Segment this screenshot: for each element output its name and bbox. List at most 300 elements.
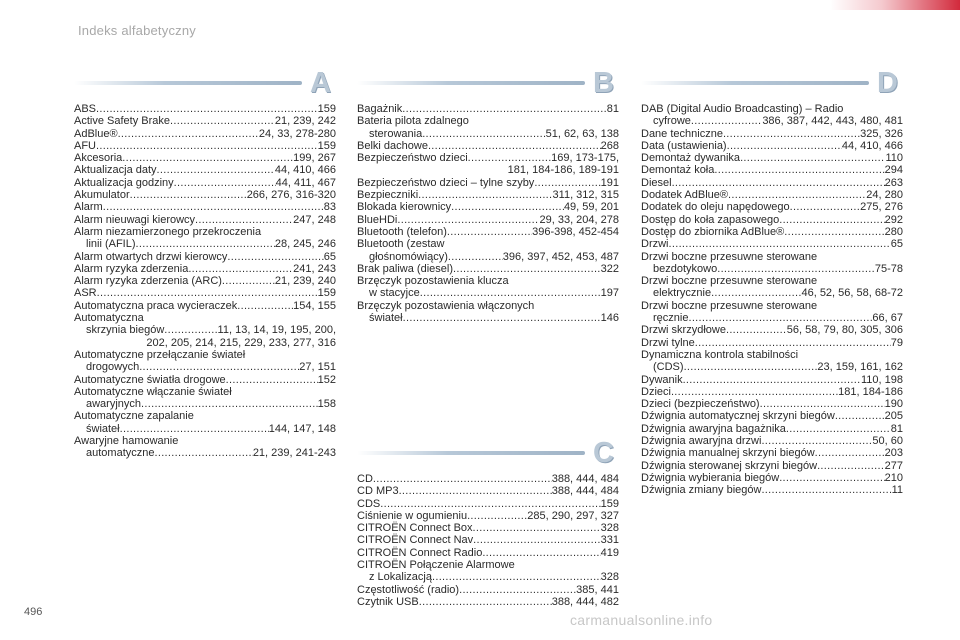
index-entry-pages: 146	[600, 312, 619, 325]
index-entry-label: ASR	[74, 287, 97, 300]
dot-leader	[786, 423, 891, 435]
dot-leader	[761, 484, 891, 496]
index-entry	[74, 189, 336, 201]
index-entry	[357, 140, 619, 152]
index-entry-pages: 46, 52, 56, 58, 68-72	[801, 287, 903, 300]
index-entry-pages: 56, 58, 79, 80, 305, 306	[786, 324, 903, 337]
index-entry-label: cyfrowe	[653, 115, 691, 128]
dot-leader	[815, 447, 885, 459]
dot-leader	[683, 374, 861, 386]
index-entry	[357, 287, 619, 299]
index-column-c	[357, 473, 619, 608]
index-entry	[357, 226, 619, 238]
index-entry	[357, 596, 619, 608]
heading-bar	[74, 81, 302, 85]
page-header-title: Indeks alfabetyczny	[78, 23, 196, 38]
index-entry	[74, 164, 336, 176]
index-entry	[74, 263, 336, 275]
index-entry-pages: 294	[884, 164, 903, 177]
index-entry	[641, 238, 903, 250]
index-entry	[357, 584, 619, 596]
index-entry-label: awaryjnych	[86, 398, 142, 411]
index-entry-pages: 144, 147, 148	[268, 422, 336, 435]
dot-leader	[453, 263, 601, 275]
index-entry-pages: 49, 59, 201	[563, 201, 619, 214]
index-entry-pages: 292	[884, 213, 903, 226]
dot-leader	[428, 140, 601, 152]
index-entry-label: Akcesoria	[74, 152, 123, 165]
index-entry-label: CD	[357, 473, 373, 485]
index-entry-pages: 285, 290, 297, 327	[527, 509, 619, 522]
dot-leader	[761, 435, 872, 447]
index-entry-label: AFU	[74, 139, 96, 152]
index-entry-pages: 154, 155	[293, 299, 336, 312]
index-entry-pages-continued: 202, 205, 214, 215, 229, 233, 277, 316	[146, 336, 336, 349]
index-entry	[641, 447, 903, 459]
index-entry-pages: 110	[885, 152, 903, 165]
index-entry-label: Blokada kierownicy	[357, 201, 452, 214]
index-entry-pages: 328	[600, 571, 619, 584]
index-entry-pages: 21, 239, 240	[274, 275, 336, 288]
section-heading-b	[357, 67, 619, 100]
dot-leader	[779, 214, 884, 226]
dot-leader	[139, 361, 299, 373]
index-entry	[641, 435, 903, 447]
index-entry-pages: 11, 13, 14, 19, 195, 200,	[217, 324, 336, 337]
index-entry	[641, 287, 903, 299]
dot-leader	[695, 337, 891, 349]
index-entry-pages: 191	[600, 176, 619, 189]
index-entry-label: z Lokalizacją	[369, 571, 432, 584]
dot-leader	[728, 189, 866, 201]
dot-leader	[422, 128, 545, 140]
dot-leader	[726, 324, 787, 336]
dot-leader	[779, 472, 884, 484]
dot-leader	[672, 177, 885, 189]
index-entry	[357, 251, 619, 263]
index-entry-pages: 280	[884, 225, 903, 238]
dot-leader	[784, 226, 884, 238]
index-entry	[641, 398, 903, 410]
index-entry-pages: 241, 243	[293, 262, 336, 275]
page-number: 496	[24, 606, 43, 618]
index-entry	[357, 177, 619, 189]
index-entry-pages: 388, 444, 484	[551, 473, 619, 485]
index-entry-label: w stacyjce	[369, 287, 420, 300]
dot-leader	[97, 287, 318, 299]
index-entry-label: Active Safety Brake	[74, 115, 170, 128]
index-entry	[357, 473, 619, 485]
index-entry	[74, 287, 336, 299]
index-entry-pages: 159	[317, 287, 336, 300]
index-entry-pages: 81	[606, 103, 619, 115]
index-entry	[641, 410, 903, 422]
index-entry-label: głośnomówiący)	[369, 250, 448, 263]
index-entry-label: CDS	[357, 497, 381, 510]
index-entry-label: CITROËN Connect Box	[357, 522, 473, 535]
dot-leader	[711, 287, 801, 299]
index-entry-pages: 266, 276, 316-320	[246, 189, 336, 202]
index-entry-pages: 385, 441	[576, 583, 619, 596]
index-entry	[74, 128, 336, 140]
dot-leader	[170, 115, 275, 127]
heading-letter: C	[593, 437, 614, 469]
dot-leader	[402, 103, 606, 115]
dot-leader	[835, 410, 885, 422]
dot-leader	[399, 485, 552, 497]
dot-leader	[380, 498, 600, 510]
index-entry	[641, 263, 903, 275]
dot-leader	[482, 547, 600, 559]
dot-leader	[227, 251, 323, 263]
index-entry	[357, 571, 619, 583]
index-entry-heading: Dynamiczna kontrola stabilności	[641, 348, 799, 361]
index-entry-pages: 51, 62, 63, 138	[545, 127, 619, 140]
index-entry-label: Aktualizacja godziny	[74, 176, 174, 189]
index-entry	[74, 214, 336, 226]
index-entry-label: bezdotykowo	[653, 262, 718, 275]
index-column-a	[74, 103, 336, 460]
index-entry-label: Automatyczne światła drogowe	[74, 373, 226, 386]
index-entry-pages: 419	[600, 546, 619, 559]
index-entry-label: sterowania	[369, 127, 423, 140]
index-entry	[641, 226, 903, 238]
index-entry-label: Drzwi	[641, 238, 669, 251]
index-entry-label: Drzwi tylne	[641, 336, 695, 349]
index-entry-pages: 190	[884, 398, 903, 411]
dot-leader	[671, 386, 838, 398]
index-entry-label: CITROËN Connect Nav	[357, 534, 474, 547]
index-entry-label: CITROËN Connect Radio	[357, 546, 483, 559]
index-entry-pages: 386, 387, 442, 443, 480, 481	[762, 115, 903, 128]
index-entry	[641, 128, 903, 140]
index-entry-heading: Brzęczyk pozostawienia klucza	[357, 275, 509, 288]
index-entry	[641, 386, 903, 398]
index-entry-label: Dźwignia manualnej skrzyni biegów	[641, 447, 815, 460]
dot-leader	[419, 596, 552, 608]
index-entry-label: Demontaż dywanika	[641, 152, 741, 165]
index-entry-pages: 23, 159, 161, 162	[817, 361, 903, 374]
index-entry-pages: 28, 245, 246	[274, 238, 336, 251]
index-entry-pages: 65	[323, 250, 336, 263]
index-entry-pages: 29, 33, 204, 278	[539, 213, 619, 226]
dot-leader	[468, 152, 551, 164]
index-entry	[641, 484, 903, 496]
dot-leader	[432, 571, 601, 583]
index-entry	[74, 300, 336, 312]
index-entry-label: Ciśnienie w ogumieniu	[357, 509, 468, 522]
dot-leader	[188, 263, 293, 275]
index-entry-label: Brak paliwa (diesel)	[357, 262, 453, 275]
index-entry	[641, 324, 903, 336]
index-entry-label: Aktualizacja daty	[74, 164, 157, 177]
index-entry-label: skrzynia biegów	[86, 324, 165, 337]
index-entry	[641, 214, 903, 226]
index-entry-pages: 205	[884, 410, 903, 423]
index-entry	[641, 460, 903, 472]
index-entry-label: automatyczne	[86, 447, 155, 460]
index-entry	[74, 152, 336, 164]
header-accent-bar	[830, 0, 960, 10]
index-entry-pages: 66, 67	[872, 312, 903, 325]
dot-leader	[447, 226, 532, 238]
index-entry	[641, 152, 903, 164]
index-entry-pages: 325, 326	[860, 127, 903, 140]
index-entry	[357, 312, 619, 324]
index-entry-pages: 21, 239, 242	[274, 115, 336, 128]
watermark-logo: carmanualsonline.info	[570, 612, 713, 628]
index-entry-label: Drzwi skrzydłowe	[641, 324, 726, 337]
index-entry-label: ABS	[74, 103, 97, 115]
heading-letter: A	[310, 67, 331, 99]
index-entry-pages: 197	[600, 287, 619, 300]
index-entry	[641, 164, 903, 176]
index-entry	[641, 472, 903, 484]
dot-leader	[691, 115, 762, 127]
index-entry-label: Belki dachowe	[357, 139, 428, 152]
index-entry-pages: 396, 397, 452, 453, 487	[502, 250, 619, 263]
dot-leader	[373, 473, 552, 485]
index-entry	[641, 189, 903, 201]
index-entry	[357, 498, 619, 510]
index-entry-label: linii (AFIL)	[86, 238, 136, 251]
index-entry-pages: 268	[600, 139, 619, 152]
index-entry	[641, 115, 903, 127]
index-entry-heading: Bluetooth (zestaw	[357, 238, 445, 251]
index-entry-pages: 21, 239, 241-243	[252, 447, 336, 460]
dot-leader	[130, 189, 247, 201]
heading-letter: D	[877, 67, 898, 99]
index-entry	[357, 510, 619, 522]
index-entry	[74, 238, 336, 250]
index-entry-label: Dzieci	[641, 385, 671, 398]
index-entry	[641, 423, 903, 435]
index-entry-label: Alarm otwartych drzwi kierowcy	[74, 250, 228, 263]
index-entry	[74, 201, 336, 213]
index-entry-pages: 24, 33, 278-280	[258, 127, 336, 140]
index-entry-label: Bluetooth (telefon)	[357, 225, 447, 238]
index-entry-heading: DAB (Digital Audio Broadcasting) – Radio	[641, 103, 844, 115]
dot-leader	[817, 460, 885, 472]
index-entry-label: AdBlue®	[74, 127, 118, 140]
index-entry-pages: 159	[600, 497, 619, 510]
index-entry	[357, 103, 619, 115]
dot-leader	[684, 361, 818, 373]
index-entry-label: Częstotliwość (radio)	[357, 583, 460, 596]
index-entry	[74, 374, 336, 386]
index-entry-label: Akumulator	[74, 189, 130, 202]
index-entry-label: (CDS)	[653, 361, 684, 374]
index-entry-pages: 396-398, 452-454	[532, 225, 619, 238]
index-entry-label: Dźwignia sterowanej skrzyni biegów	[641, 459, 818, 472]
index-entry-pages: 11	[891, 484, 903, 497]
dot-leader	[669, 238, 891, 250]
dot-leader	[740, 152, 885, 164]
index-entry-pages: 322	[600, 262, 619, 275]
dot-leader	[122, 152, 293, 164]
dot-leader	[473, 534, 600, 546]
index-entry-label: elektrycznie	[653, 287, 712, 300]
index-entry-pages: 388, 444, 482	[551, 595, 619, 608]
dot-leader	[420, 287, 601, 299]
index-entry	[74, 115, 336, 127]
index-entry-label: Dźwignia awaryjna drzwi	[641, 435, 762, 448]
dot-leader	[157, 164, 275, 176]
index-entry	[357, 522, 619, 534]
index-entry	[641, 361, 903, 373]
index-entry-label: Alarm	[74, 201, 103, 214]
index-entry	[357, 534, 619, 546]
dot-leader	[717, 263, 875, 275]
index-entry-pages: 328	[600, 522, 619, 535]
heading-bar	[357, 451, 585, 455]
index-entry-pages: 331	[600, 534, 619, 547]
index-entry-heading: Automatyczna	[74, 312, 144, 325]
index-entry	[641, 337, 903, 349]
index-entry	[357, 128, 619, 140]
index-entry-label: Alarm ryzyka zderzenia	[74, 262, 189, 275]
index-entry	[357, 214, 619, 226]
index-entry-pages: 110, 198	[860, 373, 903, 386]
index-entry	[357, 189, 619, 201]
index-entry	[74, 324, 336, 336]
index-entry-heading: Automatyczne przełączanie świateł	[74, 348, 246, 361]
index-entry-label: Bezpieczniki	[357, 189, 419, 202]
index-entry-heading: Drzwi boczne przesuwne sterowane	[641, 250, 818, 263]
index-entry-label: Dodatek AdBlue®	[641, 189, 728, 202]
dot-leader	[451, 201, 564, 213]
index-entry-pages: 83	[323, 201, 336, 214]
index-entry-label: BlueHDi	[357, 213, 398, 226]
dot-leader	[141, 398, 318, 410]
index-entry	[357, 263, 619, 275]
index-entry-pages: 181, 184-186	[838, 385, 903, 398]
index-entry-label: Dźwignia awaryjna bagażnika	[641, 422, 786, 435]
index-entry-heading: CITROËN Połączenie Alarmowe	[357, 559, 515, 572]
index-entry-pages: 388, 444, 484	[551, 485, 619, 498]
index-column-d	[641, 103, 903, 497]
dot-leader	[136, 238, 275, 250]
index-entry	[74, 447, 336, 459]
index-entry-pages: 152	[317, 373, 336, 386]
index-entry-label: Diesel	[641, 176, 672, 189]
dot-leader	[727, 140, 842, 152]
index-entry-label: Dzieci (bezpieczeństwo)	[641, 398, 760, 411]
dot-leader	[237, 300, 293, 312]
index-entry-heading: Drzwi boczne przesuwne sterowane	[641, 299, 818, 312]
index-entry-pages: 24, 280	[866, 189, 903, 202]
index-entry	[357, 547, 619, 559]
index-entry-pages: 159	[317, 103, 336, 115]
index-entry-label: Dywanik	[641, 373, 683, 386]
heading-letter: B	[593, 67, 614, 99]
index-entry-label: Bezpieczeństwo dzieci	[357, 152, 468, 165]
index-entry-label: Bagażnik	[357, 103, 403, 115]
index-entry-label: świateł	[369, 312, 403, 325]
index-entry-label: Dodatek do oleju napędowego	[641, 201, 790, 214]
section-heading-a	[74, 67, 336, 100]
section-heading-c	[357, 437, 619, 470]
index-entry-label: drogowych	[86, 361, 140, 374]
index-entry-label: Dźwignia wybierania biegów	[641, 471, 780, 484]
index-entry	[641, 374, 903, 386]
index-entry-pages: 44, 410, 466	[274, 164, 336, 177]
index-entry	[74, 177, 336, 189]
index-entry	[74, 361, 336, 373]
index-entry	[74, 251, 336, 263]
dot-leader	[688, 312, 872, 324]
index-entry-label: Dźwignia zmiany biegów	[641, 484, 762, 497]
index-entry-pages: 169, 173-175,	[551, 152, 619, 165]
dot-leader	[226, 374, 318, 386]
index-entry-heading: Automatyczne włączanie świateł	[74, 385, 232, 398]
index-entry	[357, 152, 619, 164]
dot-leader	[534, 177, 600, 189]
section-heading-d	[641, 67, 903, 100]
dot-leader	[174, 177, 276, 189]
index-entry-pages: 159	[317, 139, 336, 152]
dot-leader	[120, 423, 269, 435]
index-entry-heading: Awaryjne hamowanie	[74, 435, 179, 448]
index-entry-pages: 203	[884, 447, 903, 460]
index-column-b	[357, 103, 619, 324]
index-entry-pages: 44, 411, 467	[275, 176, 336, 189]
index-entry-label: Data (ustawienia)	[641, 139, 727, 152]
index-entry-label: Bezpieczeństwo dzieci – tylne szyby	[357, 176, 535, 189]
index-entry	[641, 177, 903, 189]
index-entry	[641, 312, 903, 324]
dot-leader	[397, 214, 539, 226]
dot-leader	[154, 447, 252, 459]
dot-leader	[473, 522, 601, 534]
heading-bar	[641, 81, 869, 85]
index-entry-label: Alarm ryzyka zderzenia (ARC)	[74, 275, 222, 288]
index-entry	[357, 201, 619, 213]
dot-leader	[448, 251, 503, 263]
index-entry-pages: 247, 248	[293, 213, 336, 226]
index-entry	[641, 140, 903, 152]
dot-leader	[195, 214, 293, 226]
index-entry-pages-continued: 181, 184-186, 189-191	[507, 164, 619, 177]
index-entry	[641, 201, 903, 213]
index-entry-pages: 65	[890, 238, 903, 251]
index-entry-label: Dostęp do zbiornika AdBlue®	[641, 225, 785, 238]
index-entry-pages: 79	[890, 336, 903, 349]
index-entry-pages: 50, 60	[872, 435, 903, 448]
index-entry-pages: 27, 151	[299, 361, 336, 374]
index-entry-label: Dźwignia automatycznej skrzyni biegów	[641, 410, 835, 423]
dot-leader	[96, 140, 318, 152]
dot-leader	[467, 510, 527, 522]
dot-leader	[222, 275, 275, 287]
index-entry-pages: 311, 312, 315	[552, 189, 619, 202]
index-entry	[74, 103, 336, 115]
dot-leader	[459, 584, 576, 596]
index-entry-label: Alarm nieuwagi kierowcy	[74, 213, 196, 226]
index-entry-pages: 210	[884, 471, 903, 484]
index-entry-pages: 158	[317, 398, 336, 411]
index-entry-pages: 75-78	[874, 262, 903, 275]
index-entry	[357, 485, 619, 497]
dot-leader	[103, 201, 324, 213]
index-entry-label: ręcznie	[653, 312, 689, 325]
index-entry	[74, 398, 336, 410]
heading-bar	[357, 81, 585, 85]
index-entry-pages: 199, 267	[293, 152, 336, 165]
index-entry	[74, 423, 336, 435]
dot-leader	[403, 312, 601, 324]
dot-leader	[118, 128, 259, 140]
